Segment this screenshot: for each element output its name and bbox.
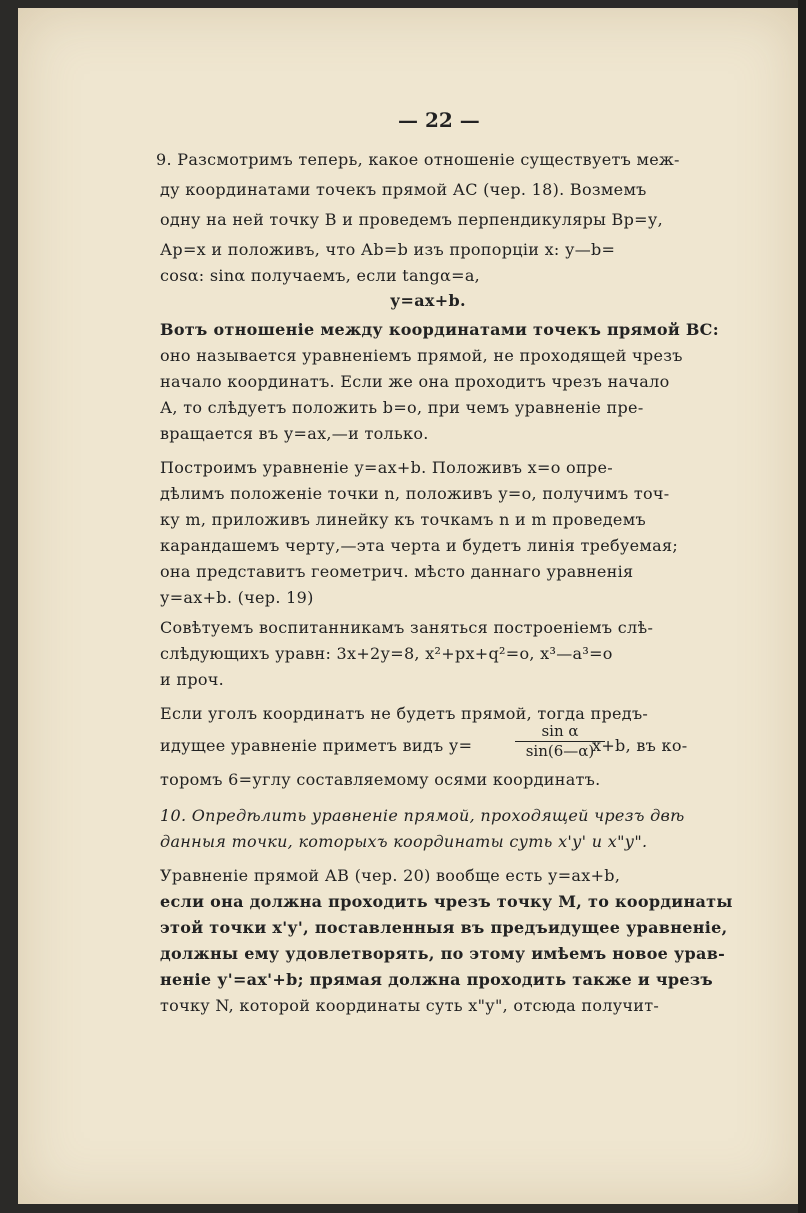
text-line: оно называется уравненіемъ прямой, не проходящей чрезъ	[160, 346, 683, 365]
text-line: Вотъ отношеніе между координатами точекъ прямой ВС:	[160, 320, 719, 339]
text-line: карандашемъ черту,—эта черта и будетъ линія требуемая;	[160, 536, 679, 555]
text-line: Если уголъ координатъ не будетъ прямой, тогда предъ-	[160, 704, 649, 723]
text-line: начало координатъ. Если же она проходитъ чрезъ начало	[160, 372, 670, 391]
text-line: 9. Разсмотримъ теперь, какое отношеніе существуетъ меж-	[156, 150, 680, 169]
section-heading: данныя точки, которыхъ координаты суть х'у' и х"у".	[160, 832, 648, 851]
text-line: ду координатами точекъ прямой АС (чер. 18). Возмемъ	[160, 180, 647, 199]
text-line: точку N, которой координаты суть х"у", отсюда получит-	[160, 996, 660, 1015]
text-line: у=ах+b. (чер. 19)	[160, 588, 314, 607]
text-line: слѣдующихъ уравн: 3х+2у=8, х²+рх+q²=о, х³—а³=о	[160, 644, 613, 663]
text-line: и проч.	[160, 670, 225, 689]
fraction-numerator: sin α	[541, 722, 579, 740]
text-line: х+b, въ ко-	[592, 736, 688, 755]
text-line: Уравненіе прямой АВ (чер. 20) вообще есть у=ах+b,	[160, 866, 621, 885]
fraction-denominator: sin(6—α)	[515, 741, 605, 760]
text-line: Совѣтуемъ воспитанникамъ заняться построеніемъ слѣ-	[160, 618, 654, 637]
text-line: А, то слѣдуетъ положить b=о, при чемъ уравненіе пре-	[160, 398, 644, 417]
text-line: ку m, приложивъ линейку къ точкамъ n и m проведемъ	[160, 510, 646, 529]
scan-edge	[798, 0, 806, 1213]
text-line: одну на ней точку В и проведемъ перпендикуляры Вр=у,	[160, 210, 663, 229]
text-line: Ар=х и положивъ, что Аb=b изъ пропорціи х: у—b=	[160, 240, 616, 259]
formula-line: у=ах+b.	[390, 291, 466, 310]
text-line: она представитъ геометрич. мѣсто даннаго уравненія	[160, 562, 634, 581]
page-number: — 22 —	[398, 108, 480, 132]
text-line: дѣлимъ положеніе точки n, положивъ у=о, получимъ точ-	[160, 484, 670, 503]
text-line: cosα: sinα получаемъ, если tangα=a,	[160, 266, 481, 285]
text-line: идущее уравненіе приметъ видъ у=	[160, 736, 473, 755]
text-line: этой точки х'у', поставленныя въ предъидущее уравненіе,	[160, 918, 728, 937]
text-line: Построимъ уравненіе у=ах+b. Положивъ х=о опре-	[160, 458, 613, 477]
text-line: должны ему удовлетворять, по этому имѣемъ новое урав-	[160, 944, 726, 963]
text-line: неніе у'=ах'+b; прямая должна проходить также и чрезъ	[160, 970, 713, 989]
section-heading: 10. Опредѣлить уравненіе прямой, проходящей чрезъ двѣ	[160, 806, 685, 825]
text-line: если она должна проходить чрезъ точку М, то координаты	[160, 892, 733, 911]
text-line: торомъ 6=углу составляемому осями координатъ.	[160, 770, 601, 789]
text-line: вращается въ у=ах,—и только.	[160, 424, 429, 443]
